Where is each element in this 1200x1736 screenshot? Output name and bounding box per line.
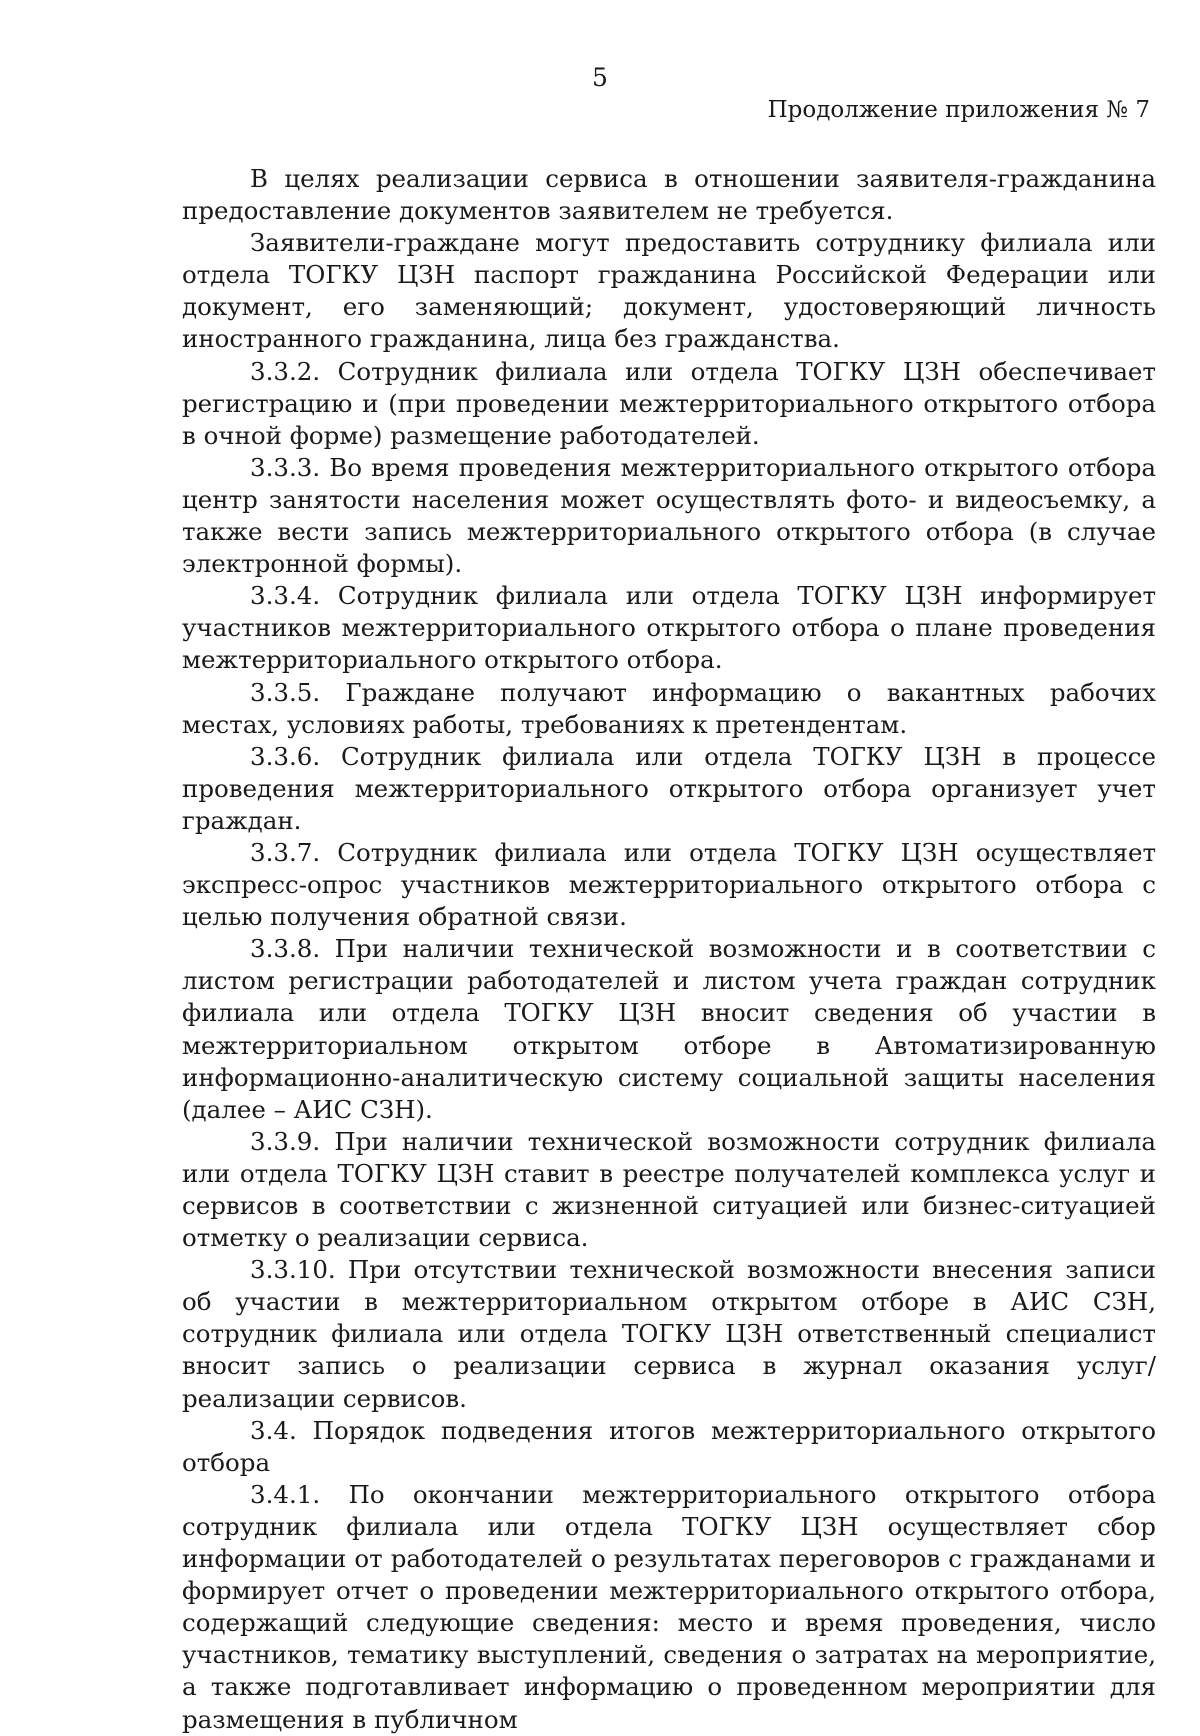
paragraph-3-3-5: 3.3.5. Граждане получают информацию о вакантных рабочих местах, условиях работы, требованиях к претендентам. bbox=[182, 677, 1156, 739]
paragraph-3-3-2: 3.3.2. Сотрудник филиала или отдела ТОГКУ ЦЗН обеспечивает регистрацию и (при проведении межтерриториального открытого отбора в очной форме) размещение работодателей. bbox=[182, 356, 1156, 450]
appendix-continuation-note: Продолжение приложения № 7 bbox=[767, 97, 1150, 123]
page-number: 5 bbox=[592, 63, 608, 92]
paragraph-3-4-1: 3.4.1. По окончании межтерриториального открытого отбора сотрудник филиала или отдела ТОГКУ ЦЗН осуществляет сбор информации от работодателей о результатах переговоров с гражданами и формирует отчет о проведении межтерриториального открытого отбора, содержащий следующие сведения: место и время проведения, число участников, тематику выступлений, сведения о затратах на мероприятие, а также подготавливает информацию о проведенном мероприятии для размещения в публичном bbox=[182, 1479, 1156, 1734]
paragraph-3-3-3: 3.3.3. Во время проведения межтерриториального открытого отбора центр занятости населения может осуществлять фото- и видеосъемку, а также вести запись межтерриториального открытого отбора (в случае электронной формы). bbox=[182, 452, 1156, 579]
section-heading-3-4: 3.4. Порядок подведения итогов межтерриториального открытого отбора bbox=[182, 1415, 1156, 1477]
paragraph-3-3-9: 3.3.9. При наличии технической возможности сотрудник филиала или отдела ТОГКУ ЦЗН ставит в реестре получателей комплекса услуг и сервисов в соответствии с жизненной ситуацией или бизнес-ситуацией отметку о реализации сервиса. bbox=[182, 1126, 1156, 1253]
document-body bbox=[182, 163, 1156, 1736]
paragraph-3-3-10: 3.3.10. При отсутствии технической возможности внесения записи об участии в межтерриториальном открытом отборе в АИС СЗН, сотрудник филиала или отдела ТОГКУ ЦЗН ответственный специалист вносит запись о реализации сервиса в журнал оказания услуг/реализации сервисов. bbox=[182, 1255, 1156, 1413]
paragraph-3-3-4: 3.3.4. Сотрудник филиала или отдела ТОГКУ ЦЗН информирует участников межтерриториального открытого отбора о плане проведения межтерриториального открытого отбора. bbox=[182, 581, 1156, 675]
paragraph-no-documents-required: В целях реализации сервиса в отношении заявителя-гражданина предоставление документов заявителем не требуется. bbox=[182, 164, 1156, 226]
paragraph-3-3-6: 3.3.6. Сотрудник филиала или отдела ТОГКУ ЦЗН в процессе проведения межтерриториального открытого отбора организует учет граждан. bbox=[182, 741, 1156, 835]
paragraph-3-3-8: 3.3.8. При наличии технической возможности и в соответствии с листом регистрации работодателей и листом учета граждан сотрудник филиала или отдела ТОГКУ ЦЗН вносит сведения об участии в межтерриториальном открытом отборе в Автоматизированную информационно-аналитическую систему социальной защиты населения (далее – АИС СЗН). bbox=[182, 934, 1156, 1124]
paragraph-applicant-documents: Заявители-граждане могут предоставить сотруднику филиала или отдела ТОГКУ ЦЗН паспорт гражданина Российской Федерации или документ, его заменяющий; документ, удостоверяющий личность иностранного гражданина, лица без гражданства. bbox=[182, 228, 1156, 354]
paragraph-3-3-7: 3.3.7. Сотрудник филиала или отдела ТОГКУ ЦЗН осуществляет экспресс-опрос участников межтерриториального открытого отбора с целью получения обратной связи. bbox=[182, 837, 1156, 932]
